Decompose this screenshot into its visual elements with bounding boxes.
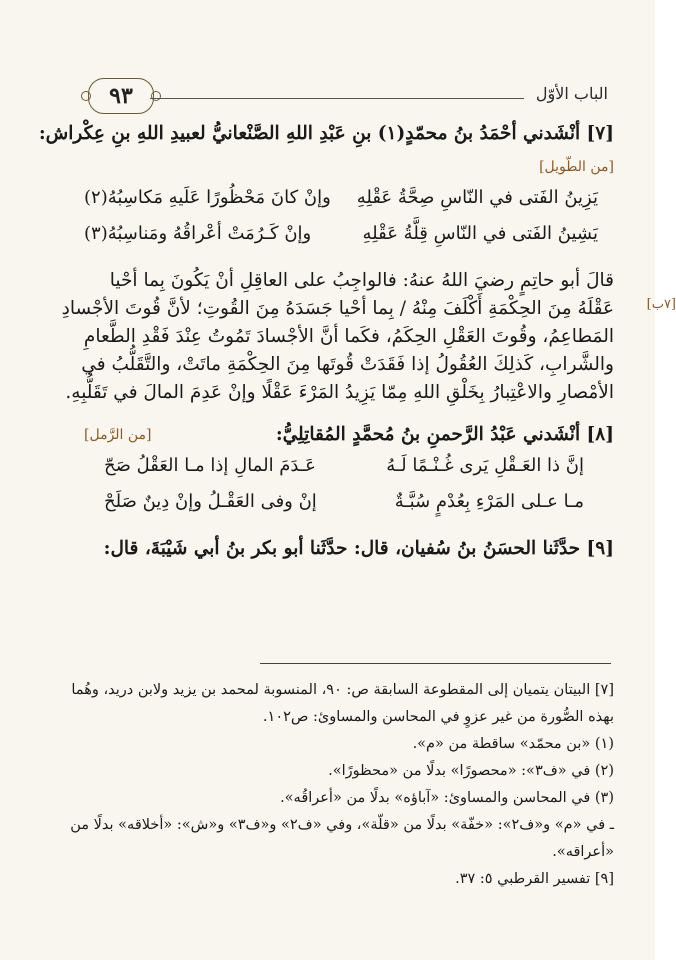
footnote-3: (٣) في المحاسن والمساوئ: «آباؤه» بدلًا من «أعراقُه». xyxy=(280,790,614,806)
meter-tag-tawil: [من الطّويل] xyxy=(539,159,614,175)
verse-8-1 xyxy=(84,455,614,485)
text-line: قالَ أبو حاتِمٍ رضيَ اللهُ عنهُ: فالواجِبُ على العاقِلِ أنْ يَكُونَ بِما أحْيا xyxy=(109,270,614,291)
section-8-intro: [٨] أنْشَدني عَبْدُ الرَّحمنِ بنُ مُحمَّدٍ المُقاتِلِيُّ: xyxy=(275,424,614,445)
chapter-title: الباب الأوّل xyxy=(535,84,608,103)
paragraph-abu-hatim xyxy=(61,267,676,407)
section-7-intro: [٧] أنْشَدني أحْمَدُ بنُ محمّدٍ(١) بنِ عَبْدِ اللهِ الصَّنْعانيُّ لعبيدِ اللهِ بنِ عِكْراش: xyxy=(38,123,614,144)
section-8 xyxy=(84,421,614,521)
footnote-7-cont: بهذه الصُّورة من غير عزوٍ في المحاسن والمساوئ: ص١٠٢. xyxy=(262,709,614,725)
footnote-1: (١) «بن محمّد» ساقطة من «م». xyxy=(412,736,614,752)
text-line: والشَّرابِ، كَذلِكَ العُقُولُ إذا فَقَدَتْ قُوتَها مِنَ الحِكْمَةِ ماتَتْ، والتَّقَلُّبُ في xyxy=(81,354,614,375)
footnote-3-cont: ـ في «م» و«ف٢»: «خفّة» بدلًا من «قلّة»، وفي «ف٢» و«ف٣» و«ش»: «أخلاقه» بدلًا من xyxy=(70,817,614,833)
text-line: عَقْلَهُ مِنَ الحِكْمَةِ أَكْلَفَ مِنْهُ / بِما أحْيا جَسَدَهُ مِنَ القُوتِ؛ لأنَّ قُوتَ الأجْسادِ xyxy=(61,298,614,319)
hemistich: وإنْ كَـرُمَتْ أعْراقُهُ ومَناسِبُهُ(٣) xyxy=(84,223,312,244)
footnote-9: [٩] تفسير القرطبي ٥: ٣٧. xyxy=(455,871,614,887)
verse-8-2 xyxy=(84,491,614,521)
verse-7-2 xyxy=(84,223,614,253)
section-9-intro: [٩] حدَّثَنا الحسَنُ بنُ سُفيان، قال: حدَّثَنا أبو بكر بنُ أبي شَيْبَةَ، قال: xyxy=(103,538,614,559)
hemistich: إنْ وفى العَقْـلُ وإنْ دِينٌ صَلَحْ xyxy=(104,491,317,512)
margin-folio-ref: [٧ب] xyxy=(646,297,676,312)
main-text xyxy=(38,120,676,563)
footnote-divider xyxy=(260,663,611,664)
footnote-3-cont: «أعراقه». xyxy=(552,844,614,860)
header-rule xyxy=(150,98,524,99)
footnote-2: (٢) في «ف٣»: «محصورًا» بدلًا من «محظورًا». xyxy=(328,763,614,779)
hemistich: وإنْ كانَ مَحْظُورًا عَلَيهِ مَكاسِبُهُ(٢) xyxy=(84,187,331,208)
hemistich: يَشِينُ الفَتى في النّاسِ قِلَّةُ عَقْلِهِ xyxy=(362,223,598,244)
page-number: ٩٣ xyxy=(88,78,154,114)
hemistich: مـا عـلى المَرْءِ بِعُدْمٍ سُبَّـةٌ xyxy=(394,491,584,512)
text-line: الأمْصارِ والاعْتِبارُ بِخَلْقِ اللهِ مِمّا يَزِيدُ المَرْءَ عَقْلًا وإنْ عَدِمَ المالَ في تَقَلُّبِهِ. xyxy=(65,382,614,403)
meter-tag-ramal: [من الرَّمل] xyxy=(84,427,152,443)
verse-7-1 xyxy=(84,187,614,217)
text-line: المَطاعِمُ، وقُوتَ العَقْلِ الحِكَمُ، فكَما أنَّ الأجْسادَ تَمُوتُ عِنْدَ فَقْدِ الطَّعامِ xyxy=(83,326,614,347)
hemistich: إنَّ ذا العَـقْلِ يَرى غُـنْـمًا لَـهُ xyxy=(386,455,584,476)
page-header xyxy=(88,78,608,114)
hemistich: يَزِينُ الفَتى في النّاسِ صِحَّةُ عَقْلِهِ xyxy=(356,187,598,208)
footnote-7: [٧] البيتان يتميان إلى المقطوعة السابقة ص: ٩٠، المنسوبة لمحمد بن يزيد ولابن دريد، وهُما xyxy=(71,682,614,698)
hemistich: عَـدَمَ المالِ إذا مـا العَقْلُ صَحّ xyxy=(104,455,316,476)
footnotes xyxy=(70,678,614,894)
